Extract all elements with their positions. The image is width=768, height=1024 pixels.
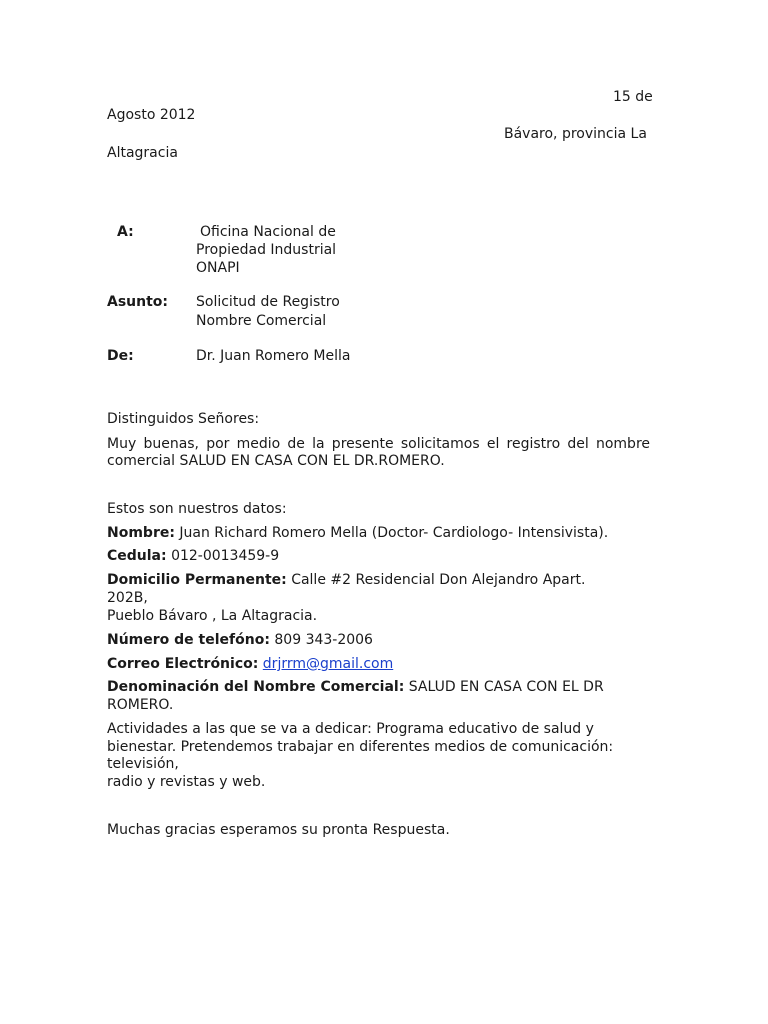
telefono-label: Número de telefóno: <box>107 632 270 648</box>
field-correo <box>107 656 393 673</box>
domicilio-label: Domicilio Permanente: <box>107 572 287 588</box>
subject-label: Asunto: <box>107 294 169 310</box>
denominacion-value-line-1: SALUD EN CASA CON EL DR <box>408 679 604 695</box>
place-line-1: Bávaro, provincia La <box>504 126 647 142</box>
actividades-line-1: Actividades a las que se va a dedicar: Programa educativo de salud y <box>107 721 594 737</box>
date-line-1: 15 de <box>613 89 653 105</box>
closing: Muchas gracias esperamos su pronta Respuesta. <box>107 822 450 838</box>
field-domicilio <box>107 572 585 589</box>
email-link[interactable]: drjrrm@gmail.com <box>262 656 394 672</box>
cedula-value: 012-0013459-9 <box>171 548 280 564</box>
field-denominacion <box>107 679 604 696</box>
to-line-3: ONAPI <box>196 260 240 276</box>
field-nombre <box>107 525 608 542</box>
nombre-label: Nombre: <box>107 525 175 541</box>
from-value: Dr. Juan Romero Mella <box>196 348 351 364</box>
to-label: A: <box>117 224 134 240</box>
field-cedula <box>107 548 279 565</box>
domicilio-value-line-2: 202B, <box>107 590 148 606</box>
telefono-value: 809 343-2006 <box>274 632 373 648</box>
nombre-value: Juan Richard Romero Mella (Doctor- Cardiologo- Intensivista). <box>179 525 609 541</box>
actividades-line-2: bienestar. Pretendemos trabajar en diferentes medios de comunicación: <box>107 739 614 755</box>
denominacion-label: Denominación del Nombre Comercial: <box>107 679 405 695</box>
to-line-1: Oficina Nacional de <box>200 224 336 240</box>
subject-line-2: Nombre Comercial <box>196 313 327 329</box>
to-line-2: Propiedad Industrial <box>196 242 337 258</box>
data-intro: Estos son nuestros datos: <box>107 501 287 517</box>
intro-paragraph: Muy buenas, por medio de la presente solicitamos el registro del nombre comercial SALUD EN CASA CON EL DR.ROMERO. <box>107 436 650 469</box>
from-label: De: <box>107 348 134 364</box>
correo-label: Correo Electrónico: <box>107 656 259 672</box>
cedula-label: Cedula: <box>107 548 167 564</box>
denominacion-value-line-2: ROMERO. <box>107 697 174 713</box>
salutation: Distinguidos Señores: <box>107 411 260 427</box>
place-line-2: Altagracia <box>107 145 178 161</box>
actividades-line-3: televisión, <box>107 756 179 772</box>
domicilio-value-line-1: Calle #2 Residencial Don Alejandro Apart. <box>291 572 586 588</box>
domicilio-value-line-3: Pueblo Bávaro , La Altagracia. <box>107 608 318 624</box>
field-telefono <box>107 632 373 649</box>
subject-line-1: Solicitud de Registro <box>196 294 340 310</box>
actividades-line-4: radio y revistas y web. <box>107 774 266 790</box>
date-line-2: Agosto 2012 <box>107 107 196 123</box>
